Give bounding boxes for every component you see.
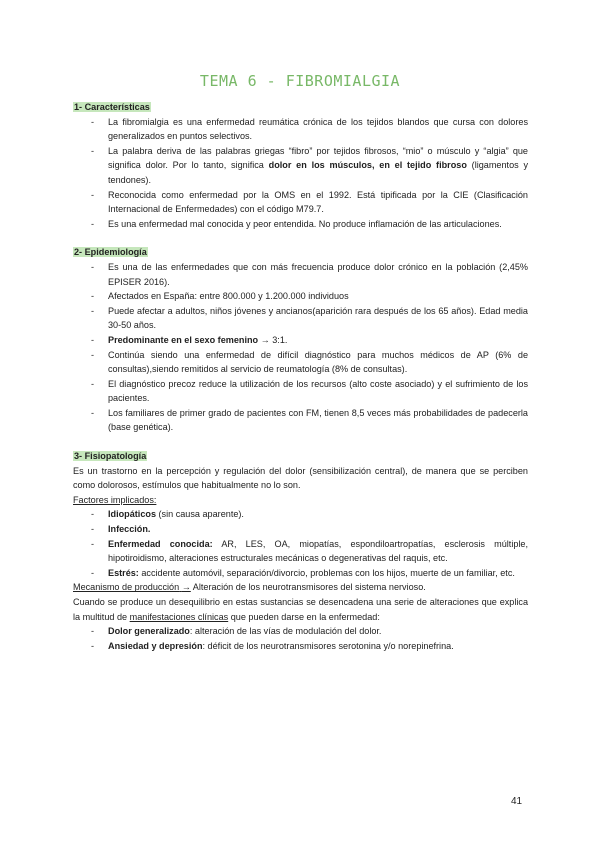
list-item: - Ansiedad y depresión: déficit de los neurotransmisores serotonina y/o norepinefrina.	[91, 640, 454, 651]
fisiopatologia-intro: Es un trastorno en la percepción y regulación del dolor (sensibilización central), de manera que se perciben como dolorosos, estímulos que habitualmente no lo son.	[73, 465, 528, 491]
section-heading-fisiopatologia: 3- Fisiopatología	[74, 451, 147, 462]
page-title: TEMA 6 - FIBROMIALGIA	[199, 72, 401, 90]
list-item: - La fibromialgia es una enfermedad reumática crónica de los tejidos blandos que cursa con dolores generalizados en puntos selectivos.	[91, 116, 528, 142]
list-item: - Enfermedad conocida: AR, LES, OA, miopatías, espondiloartropatías, esclerosis múltiple, hipotiroidismo, alteraciones estructurales mecánicas o degenerativas del raquis, etc.	[91, 538, 528, 564]
list-item: - Afectados en España: entre 800.000 y 1.200.000 individuos	[91, 291, 349, 302]
cuando-paragraph: Cuando se produce un desequilibrio en estas sustancias se desencadena una serie de alteraciones que explica la multitud de manifestaciones clínicas que pueden darse en la enfermedad:	[73, 597, 528, 622]
page-number: 41	[511, 796, 523, 807]
document-body	[73, 100, 528, 653]
section-heading-caracteristicas: 1- Características	[74, 102, 150, 112]
list-item: - Es una de las enfermedades que con más frecuencia produce dolor crónico en la población (2,45% EPISER 2016).	[91, 261, 528, 287]
list-manifestaciones	[73, 624, 528, 653]
list-item: - Estrés: accidente automóvil, separación/divorcio, problemas con los hijos, muerte de un familiar, etc.	[91, 567, 515, 578]
section-heading-epidemiologia: 2- Epidemiología	[74, 247, 147, 258]
list-item: - Continúa siendo una enfermedad de difícil diagnóstico para muchos médicos de AP (6% de consultas),siendo remitidos al servicio de reumatología (8% de consultas).	[91, 349, 528, 375]
factores-label: Factores implicados:	[73, 494, 157, 505]
list-item: - La palabra deriva de las palabras griegas “fibro” por tejidos fibrosos, “mio” o músculo y “algia” que significa dolor. Por lo tanto, significa dolor en los músculos, en el tejido fibroso (ligamentos y tendones).	[91, 145, 529, 185]
arrow-icon: →	[181, 582, 191, 593]
list-factores	[73, 507, 528, 580]
list-item: - Reconocida como enfermedad por la OMS en el 1992. Está tipificada por la CIE (Clasificación Internacional de Enfermedades) con el código M79.7.	[91, 189, 528, 215]
list-item: - Puede afectar a adultos, niños jóvenes y ancianos(aparición rara después de los 65 años). Edad media 30-50 años.	[91, 305, 528, 331]
list-item: - El diagnóstico precoz reduce la utilización de los recursos (alto coste asociado) y el sufrimiento de los pacientes.	[91, 378, 528, 404]
mecanismo-line: Mecanismo de producción → Alteración de los neurotransmisores del sistema nervioso.	[73, 582, 426, 593]
list-caracteristicas	[73, 115, 528, 232]
list-epidemiologia	[73, 260, 528, 435]
list-item: - Infección.	[91, 524, 151, 535]
list-item: - Idiopáticos (sin causa aparente).	[91, 509, 244, 520]
list-item: - Predominante en el sexo femenino → 3:1.	[91, 334, 288, 345]
list-item: - Es una enfermedad mal conocida y peor entendida. No produce inflamación de las articulaciones.	[91, 218, 502, 229]
list-item: - Los familiares de primer grado de pacientes con FM, tienen 8,5 veces más probabilidades de padecerla (base genética).	[91, 407, 528, 433]
arrow-icon: →	[260, 334, 270, 345]
list-item: - Dolor generalizado: alteración de las vías de modulación del dolor.	[91, 626, 382, 637]
